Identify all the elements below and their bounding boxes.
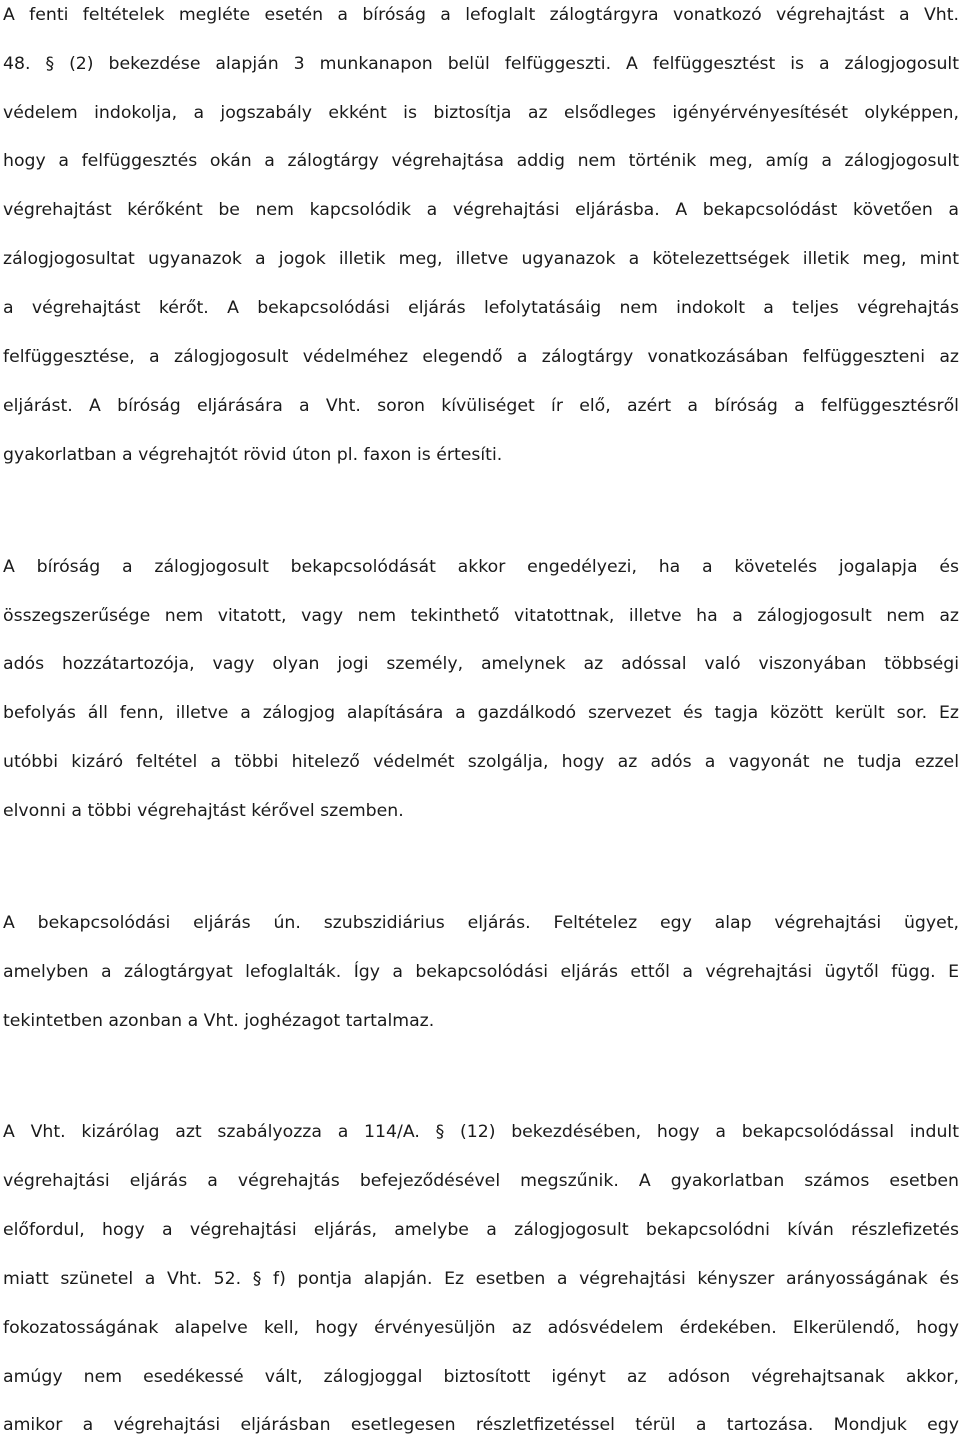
text-line: a végrehajtást kérőt. A bekapcsolódási eljárás lefolytatásáig nem indokolt a teljes végrehajtás — [3, 298, 959, 318]
text-line: A Vht. kizárólag azt szabályozza a 114/A. § (12) bekezdésében, hogy a bekapcsolódással indult — [3, 1122, 959, 1142]
text-line: amúgy nem esedékessé vált, zálogjoggal biztosított igényt az adóson végrehajtsanak akkor, — [3, 1367, 959, 1387]
text-line: elvonni a többi végrehajtást kérővel szemben. — [3, 801, 404, 821]
text-line: védelem indokolja, a jogszabály ekként is biztosítja az elsődleges igényérvényesítését olyképpen, — [3, 103, 959, 123]
text-line: A bíróság a zálogjogosult bekapcsolódását akkor engedélyezi, ha a követelés jogalapja és — [3, 557, 959, 577]
text-line: adós hozzátartozója, vagy olyan jogi személy, amelynek az adóssal való viszonyában többségi — [3, 654, 959, 674]
text-line: előfordul, hogy a végrehajtási eljárás, amelybe a zálogjogosult bekapcsolódni kíván részlefizetés — [3, 1220, 959, 1240]
text-line: amikor a végrehajtási eljárásban esetlegesen részletfizetéssel térül a tartozása. Mondjuk egy — [3, 1415, 959, 1435]
text-line: utóbbi kizáró feltétel a többi hitelező védelmét szolgálja, hogy az adós a vagyonát ne tudja ezzel — [3, 752, 959, 772]
text-line: fokozatosságának alapelve kell, hogy érvényesüljön az adósvédelem érdekében. Elkerülendő, hogy — [3, 1318, 959, 1338]
text-line: végrehajtást kérőként be nem kapcsolódik a végrehajtási eljárásba. A bekapcsolódást követően a — [3, 200, 959, 220]
text-line: 48. § (2) bekezdése alapján 3 munkanapon belül felfüggeszti. A felfüggesztést is a zálogjogosult — [3, 54, 959, 74]
text-line: befolyás áll fenn, illetve a zálogjog alapítására a gazdálkodó szervezet és tagja között került sor. Ez — [3, 703, 959, 723]
text-line: A fenti feltételek megléte esetén a bíróság a lefoglalt zálogtárgyra vonatkozó végrehajtást a Vht. — [3, 5, 959, 25]
text-line: amelyben a zálogtárgyat lefoglalták. Így a bekapcsolódási eljárás ettől a végrehajtási ügytől függ. E — [3, 962, 959, 982]
text-line: A bekapcsolódási eljárás ún. szubszidiárius eljárás. Feltételez egy alap végrehajtási ügyet, — [3, 913, 959, 933]
text-line: végrehajtási eljárás a végrehajtás befejeződésével megszűnik. A gyakorlatban számos esetben — [3, 1171, 959, 1191]
text-line: eljárást. A bíróság eljárására a Vht. soron kívüliséget ír elő, azért a bíróság a felfüggesztésről — [3, 396, 959, 416]
text-line: összegszerűsége nem vitatott, vagy nem tekinthető vitatottnak, illetve ha a zálogjogosult nem az — [3, 606, 959, 626]
text-line: miatt szünetel a Vht. 52. § f) pontja alapján. Ez esetben a végrehajtási kényszer arányosságának és — [3, 1269, 959, 1289]
text-line: gyakorlatban a végrehajtót rövid úton pl. faxon is értesíti. — [3, 445, 503, 465]
text-line: zálogjogosultat ugyanazok a jogok illetik meg, illetve ugyanazok a kötelezettségek illetik meg, mint — [3, 249, 959, 269]
text-line: hogy a felfüggesztés okán a zálogtárgy végrehajtása addig nem történik meg, amíg a zálogjogosult — [3, 151, 959, 171]
text-line: felfüggesztése, a zálogjogosult védelméhez elegendő a zálogtárgy vonatkozásában felfüggeszteni az — [3, 347, 959, 367]
text-line: tekintetben azonban a Vht. joghézagot tartalmaz. — [3, 1011, 435, 1031]
